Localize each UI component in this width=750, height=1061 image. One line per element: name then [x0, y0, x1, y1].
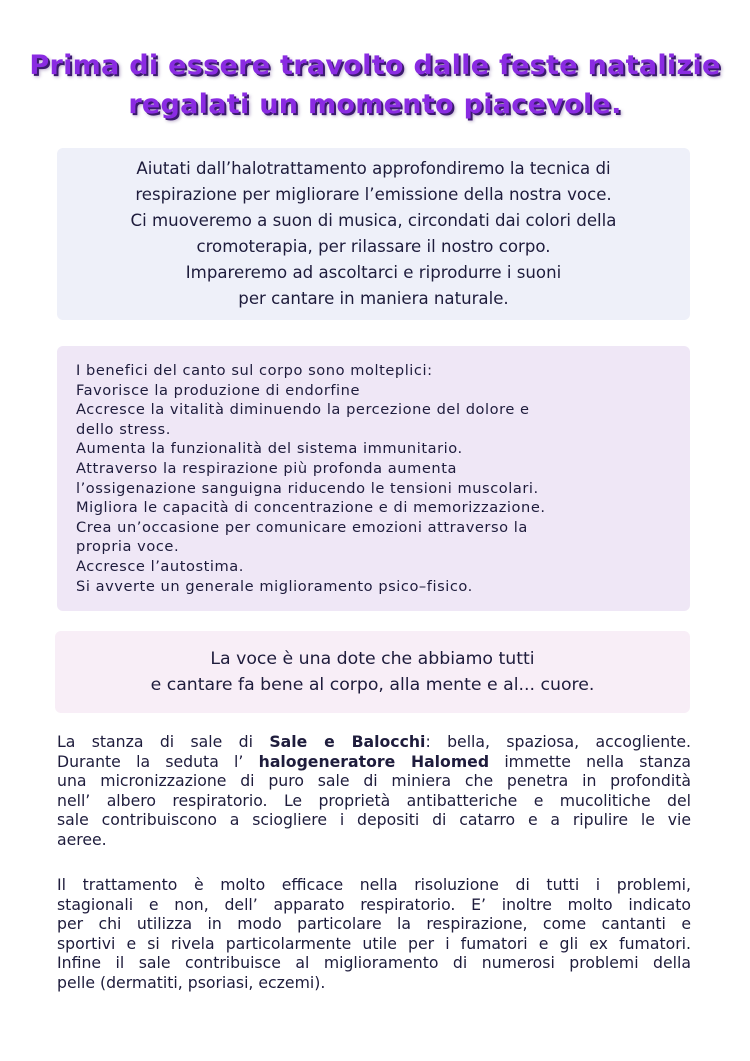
intro-line: cromoterapia, per rilassare il nostro corpo.: [196, 237, 551, 256]
text-fragment: : bella, spaziosa, accogliente.: [425, 732, 691, 751]
page-title: [0, 46, 750, 124]
quote-line-1: La voce è una dote che abbiamo tutti: [210, 649, 535, 669]
benefits-box: [57, 346, 690, 611]
treatment-paragraph: [57, 875, 691, 992]
intro-line: Impareremo ad ascoltarci e riprodurre i suoni: [185, 263, 562, 282]
intro-line: respirazione per migliorare l’emissione della nostra voce.: [135, 185, 612, 204]
paragraph-line: per chi utilizza in modo particolare la respirazione, come cantanti e: [57, 914, 691, 933]
benefits-line: Si avverte un generale miglioramento psico–fisico.: [76, 577, 473, 595]
paragraph-line: Infine il sale contribuisce al miglioramento di numerosi problemi della: [57, 953, 691, 972]
text-fragment: Durante la seduta l’: [57, 751, 259, 771]
paragraph-line: sportivi e si rivela particolarmente utile per i fumatori e gli ex fumatori.: [57, 933, 691, 953]
benefits-line: Accresce la vitalità diminuendo la percezione del dolore e: [76, 401, 530, 419]
benefits-line: propria voce.: [76, 538, 180, 556]
paragraph-line: sale contribuiscono a sciogliere i depositi di catarro e a ripulire le vie: [57, 810, 691, 829]
benefits-line: Favorisce la produzione di endorfine: [76, 381, 360, 399]
intro-line: Ci muoveremo a suon di musica, circondati dai colori della: [130, 211, 617, 230]
benefits-line: Crea un’occasione per comunicare emozioni attraverso la: [76, 518, 528, 536]
text-fragment: La stanza di sale di: [57, 732, 270, 751]
text-fragment: immette nella stanza: [489, 751, 692, 771]
intro-line: Aiutati dall’halotrattamento approfondiremo la tecnica di: [136, 159, 611, 178]
device-name: halogeneratore Halomed: [258, 751, 490, 771]
paragraph-line: una micronizzazione di puro sale di miniera che penetra in profondità: [57, 771, 691, 790]
title-line-2: regalati un momento piacevole.: [128, 89, 622, 120]
paragraph-line: Il trattamento è molto efficace nella risoluzione di tutti i problemi,: [57, 875, 691, 894]
intro-line: per cantare in maniera naturale.: [238, 289, 509, 308]
benefits-line: dello stress.: [76, 420, 171, 438]
intro-box: [57, 148, 690, 320]
paragraph-line: nell’ albero respiratorio. Le proprietà antibatteriche e mucolitiche del: [57, 790, 691, 810]
title-line-1: Prima di essere travolto dalle feste natalizie: [29, 50, 721, 81]
benefits-line: Attraverso la respirazione più profonda aumenta: [76, 459, 457, 477]
salt-room-paragraph: [57, 732, 691, 849]
benefits-line: Accresce l’autostima.: [76, 557, 244, 575]
paragraph-line: stagionali e non, dell’ apparato respiratorio. E’ inoltre molto indicato: [57, 894, 691, 914]
benefits-line: l’ossigenazione sanguigna riducendo le tensioni muscolari.: [76, 479, 539, 497]
quote-box: [55, 631, 690, 713]
paragraph-line: aeree.: [57, 829, 107, 849]
paragraph-line: pelle (dermatiti, psoriasi, eczemi).: [57, 972, 326, 992]
brand-name: Sale e Balocchi: [269, 732, 426, 751]
benefits-line: I benefici del canto sul corpo sono molteplici:: [76, 362, 433, 379]
paragraph-line: [57, 752, 691, 772]
paragraph-line: [57, 732, 691, 752]
quote-line-2: e cantare fa bene al corpo, alla mente e al... cuore.: [150, 675, 595, 695]
benefits-line: Aumenta la funzionalità del sistema immunitario.: [76, 440, 463, 458]
benefits-line: Migliora le capacità di concentrazione e di memorizzazione.: [76, 499, 546, 517]
